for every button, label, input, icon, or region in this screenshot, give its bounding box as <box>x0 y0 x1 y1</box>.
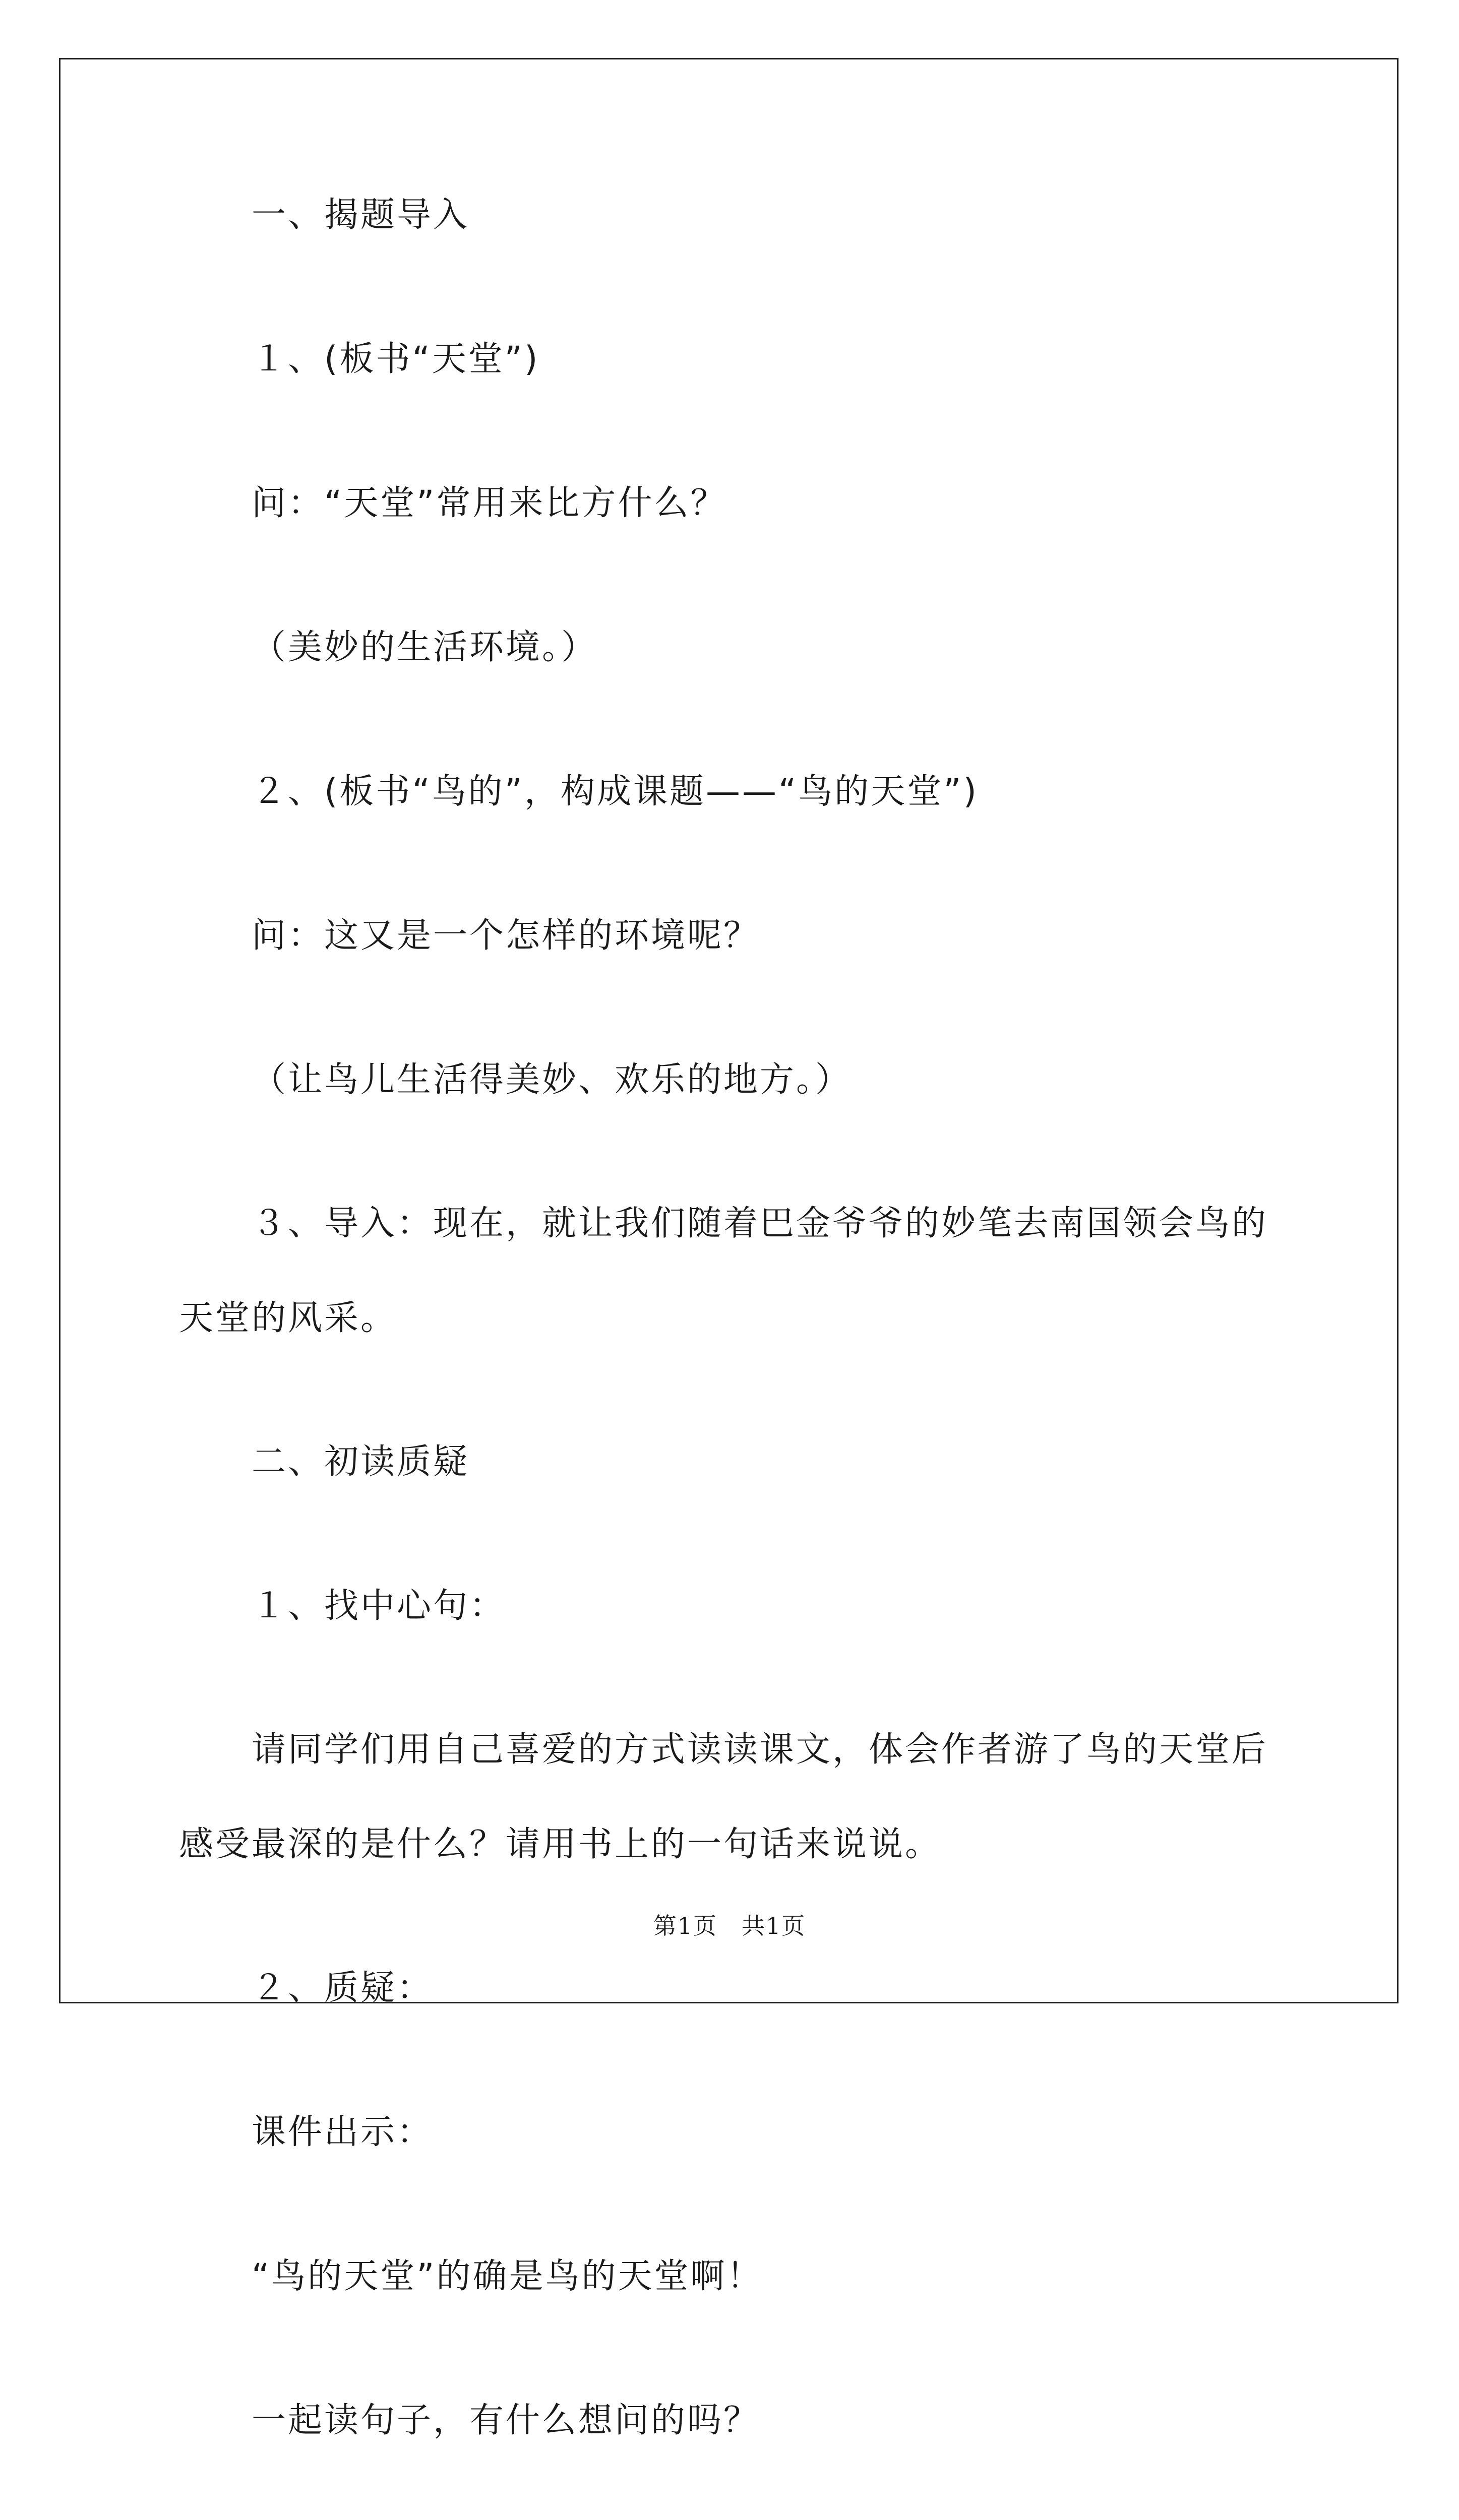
paragraph: 请同学们用自己喜爱的方式读读课文，体会作者游了鸟的天堂后感受最深的是什么？请用书上的一句话来说说。 <box>179 1730 1268 1864</box>
section-heading-2: 二、初读质疑 <box>252 1442 470 1482</box>
paragraph: ２、(板书“鸟的”，构成课题——“鸟的天堂”) <box>252 772 979 811</box>
paragraph: “鸟的天堂”的确是鸟的天堂啊！ <box>252 2256 763 2296</box>
document-body <box>179 192 1293 2520</box>
paragraph: ２、质疑： <box>252 1968 434 2008</box>
paragraph: ３、导入：现在，就让我们随着巴金爷爷的妙笔去南国领会鸟的天堂的风采。 <box>179 1204 1268 1338</box>
paragraph: 课件出示： <box>252 2112 434 2152</box>
page-footer: 第1页 共1页 <box>653 1912 806 1939</box>
paragraph: （美妙的生活环境。） <box>252 627 598 667</box>
section-heading-1: 一、揭题导入 <box>252 195 470 235</box>
paragraph: 一起读句子，有什么想问的吗？ <box>252 2401 760 2440</box>
paragraph: 问：这又是一个怎样的环境呢？ <box>252 916 760 956</box>
paragraph: １、找中心句： <box>252 1586 506 1626</box>
paragraph: １、(板书“天堂”) <box>252 339 540 379</box>
paragraph: 问：“天堂”常用来比方什么？ <box>252 483 727 523</box>
paragraph: （让鸟儿生活得美妙、欢乐的地方。） <box>252 1060 852 1100</box>
